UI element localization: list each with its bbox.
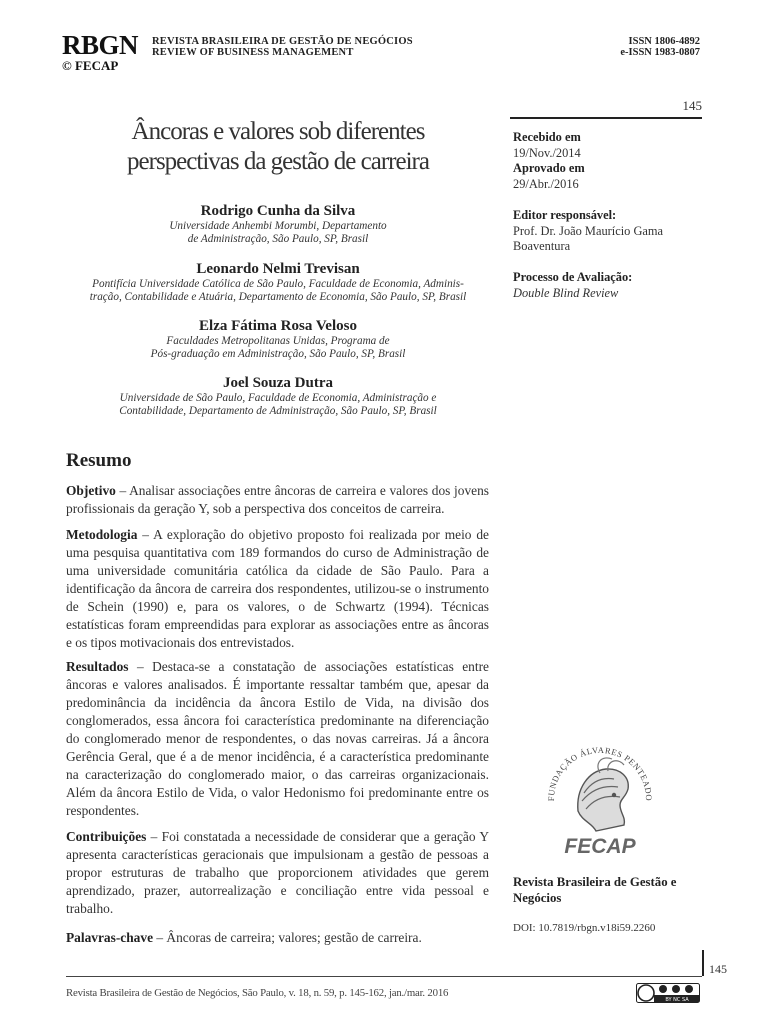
keywords-label: Palavras-chave xyxy=(66,930,154,945)
journal-name-side: Revista Brasileira de Gestão e Negócios xyxy=(513,875,677,905)
cc-icon xyxy=(638,985,654,1001)
author-block xyxy=(60,318,496,361)
footer-vertical-rule xyxy=(702,950,704,976)
cc-license-text: BY NC SA xyxy=(665,997,689,1003)
journal-name-block xyxy=(152,36,413,58)
author-name: Joel Souza Dutra xyxy=(223,375,333,391)
editor-name: Prof. Dr. João Maurício Gama Boaventura xyxy=(513,223,664,253)
review-process-block xyxy=(513,270,705,301)
editor-label: Editor responsável: xyxy=(513,208,617,222)
page-number-top: 145 xyxy=(682,98,702,113)
resultados-text: – Destaca-se a constatação de associações estatísticas entre âncoras e valores analisados. É importante ressaltar também que, apesar da predominância da incidência da âncora Estilo de Vida, na divisão dos conglomerados, essa âncora foi característica predominante na diferenciação do conglomerado menor de respondentes, o das novas carreiras. Já a âncora Gerência Geral, que é a de menor incidência, é a característica predominante na caracterização do conglomerado maior, o das carreiras organizacionais. Além da âncora Estilo de Vida, o valor Hedonismo foi predominante entre os respondentes. xyxy=(66,659,489,818)
doi: DOI: 10.7819/rbgn.v18i59.2260 xyxy=(513,922,656,934)
objetivo-label: Objetivo xyxy=(66,483,116,498)
contribuicoes-label: Contribuições xyxy=(66,829,147,844)
author-affiliation: Pontifícia Universidade Católica de São Paulo, Faculdade de Economia, Adminis- xyxy=(92,278,464,290)
author-affiliation: Pós-graduação em Administração, São Paulo, SP, Brasil xyxy=(150,348,406,360)
objetivo-text: – Analisar associações entre âncoras de carreira e valores dos jovens profissionais da geração Y, sob a perspectiva dos conceitos de carreira. xyxy=(66,483,489,516)
approved-date: 29/Abr./2016 xyxy=(513,176,579,191)
journal-name-en: REVIEW OF BUSINESS MANAGEMENT xyxy=(152,47,354,58)
cc-by-icon xyxy=(659,985,667,993)
review-process-value: Double Blind Review xyxy=(513,285,619,300)
editor-block xyxy=(513,208,705,255)
author-affiliation: de Administração, São Paulo, SP, Brasil xyxy=(187,233,369,245)
dates-block xyxy=(513,130,705,192)
abstract-heading: Resumo xyxy=(66,450,132,471)
title-line-2: perspectivas da gestão de carreira xyxy=(127,148,429,175)
author-name: Rodrigo Cunha da Silva xyxy=(200,203,356,219)
received-label: Recebido em xyxy=(513,130,581,144)
cc-nc-icon xyxy=(672,985,680,993)
received-date: 19/Nov./2014 xyxy=(513,145,581,160)
contribuicoes-text: – Foi constatada a necessidade de considerar que a geração Y apresenta características geracionais que impulsionam a gestão de pessoas a propor estruturas de trabalho que proporcionem atividades que gerem aprendizado, prazer, autorrealização e conciliação entre vida pessoal e trabalho. xyxy=(66,829,489,916)
abstract-objetivo xyxy=(66,482,489,518)
page-number-rule xyxy=(510,117,702,119)
journal-name-pt: REVISTA BRASILEIRA DE GESTÃO DE NEGÓCIOS xyxy=(152,36,413,47)
author-block xyxy=(60,203,496,246)
issn-block xyxy=(620,36,700,58)
author-affiliation: Universidade Anhembi Morumbi, Departamento xyxy=(169,220,387,232)
seal-ring-text: FUNDAÇÃO ÁLVARES PENTEADO xyxy=(545,744,655,802)
keywords-text: – Âncoras de carreira; valores; gestão de carreira. xyxy=(153,930,422,945)
author-name: Leonardo Nelmi Trevisan xyxy=(196,261,360,277)
metodologia-label: Metodologia xyxy=(66,527,138,542)
abstract-resultados xyxy=(66,658,489,820)
metodologia-text: – A exploração do objetivo proposto foi realizada por meio de uma pesquisa quantitativa com 189 formandos do curso de Administração de uma universidade comunitária católica da cidade de São Paulo. Para a identificação da âncora de carreira dos respondentes, utilizou-se o instrumento de Schein (1990) e, para os valores, o de Schwartz (1994). Técnicas estatísticas foram empreendidas para explorar as associações entre as âncoras e os tipos motivacionais dos entrevistados. xyxy=(66,527,489,650)
journal-logo: RBGN xyxy=(62,30,139,60)
author-name: Elza Fátima Rosa Veloso xyxy=(199,318,357,334)
footer-citation: Revista Brasileira de Gestão de Negócios, São Paulo, v. 18, n. 59, p. 145-162, jan./mar. 2016 xyxy=(66,987,449,999)
approved-label: Aprovado em xyxy=(513,161,585,175)
resultados-label: Resultados xyxy=(66,659,129,674)
creative-commons-badge xyxy=(636,983,700,1003)
abstract-keywords xyxy=(66,929,489,947)
fecap-seal-logo xyxy=(540,727,660,867)
author-affiliation: Universidade de São Paulo, Faculdade de Economia, Administração e xyxy=(119,392,437,404)
abstract-contribuicoes xyxy=(66,828,489,918)
page-number-bottom: 145 xyxy=(709,962,727,976)
author-block xyxy=(60,261,496,304)
article-title xyxy=(60,117,496,177)
author-affiliation: tração, Contabilidade e Atuária, Departamento de Economia, São Paulo, SP, Brasil xyxy=(89,291,467,303)
footer-rule xyxy=(66,976,702,977)
eissn: e-ISSN 1983-0807 xyxy=(620,47,700,58)
author-affiliation: Faculdades Metropolitanas Unidas, Programa de xyxy=(166,335,390,347)
issn: ISSN 1806-4892 xyxy=(628,36,700,47)
seal-brand-text: FECAP xyxy=(564,835,636,858)
cc-sa-icon xyxy=(685,985,693,993)
copyright-fecap: © FECAP xyxy=(62,58,119,73)
title-line-1: Âncoras e valores sob diferentes xyxy=(131,118,425,145)
author-block xyxy=(60,375,496,418)
abstract-metodologia xyxy=(66,526,489,652)
review-process-label: Processo de Avaliação: xyxy=(513,270,633,284)
author-affiliation: Contabilidade, Departamento de Administração, São Paulo, SP, Brasil xyxy=(119,405,437,417)
